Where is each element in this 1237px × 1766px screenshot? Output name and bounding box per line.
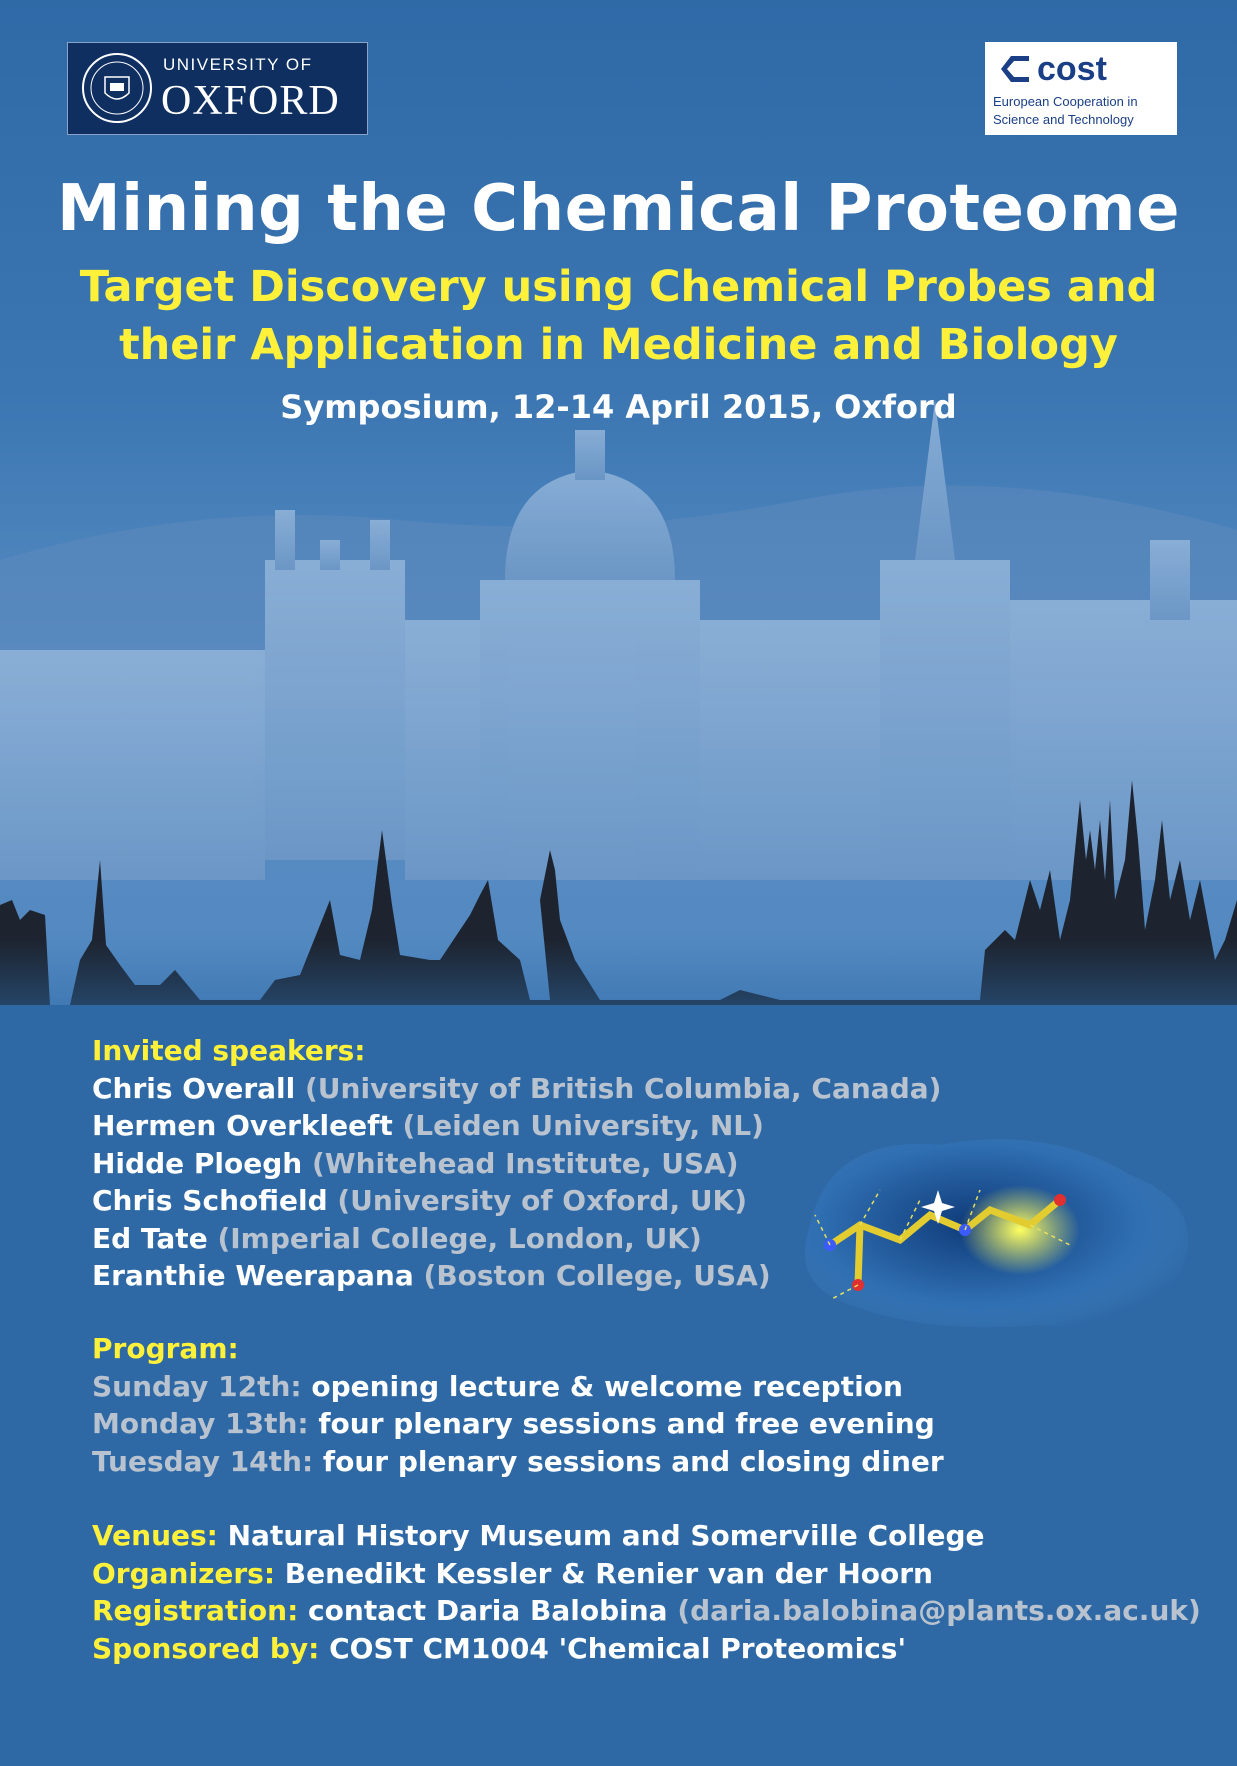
program-day: Sunday 12th: <box>92 1369 302 1403</box>
registration-email: (daria.balobina@plants.ox.ac.uk) <box>677 1594 1201 1627</box>
speaker-name: Chris Schofield <box>92 1184 328 1217</box>
cost-logo-line2: Science and Technology <box>993 112 1134 127</box>
program-text: four plenary sessions and closing diner <box>322 1444 944 1478</box>
speaker-affiliation: (University of British Columbia, Canada) <box>305 1071 942 1105</box>
registration-row <box>92 1592 1201 1630</box>
speaker-name: Hidde Ploegh <box>92 1146 303 1180</box>
speaker-affiliation: (Leiden University, NL) <box>402 1109 764 1142</box>
program-text: opening lecture & welcome reception <box>311 1369 903 1403</box>
subtitle <box>0 258 1237 374</box>
cost-logo-line1: European Cooperation in <box>993 94 1138 109</box>
organizers-label: Organizers: <box>92 1556 276 1590</box>
cost-logo <box>985 42 1177 135</box>
subtitle-line-2: their Application in Medicine and Biology <box>119 320 1118 370</box>
venues-label: Venues: <box>92 1519 218 1552</box>
speaker-name: Hermen Overkleeft <box>92 1109 393 1142</box>
organizers-value: Benedikt Kessler & Renier van der Hoorn <box>284 1556 933 1590</box>
cost-wordmark-icon <box>993 50 1171 88</box>
venues-row <box>92 1517 1201 1555</box>
venues-value: Natural History Museum and Somerville College <box>227 1519 985 1552</box>
registration-label: Registration: <box>92 1594 299 1627</box>
program-text: four plenary sessions and free evening <box>318 1407 935 1440</box>
speaker-name: Chris Overall <box>92 1071 296 1105</box>
sponsored-value: COST CM1004 'Chemical Proteomics' <box>329 1631 907 1665</box>
speaker-affiliation: (Boston College, USA) <box>423 1259 771 1292</box>
program-row <box>92 1368 944 1406</box>
subtitle-line-1: Target Discovery using Chemical Probes and <box>79 262 1158 312</box>
molecule-illustration <box>790 1105 1210 1345</box>
speaker-affiliation: (Imperial College, London, UK) <box>217 1221 702 1255</box>
program-row <box>92 1443 944 1481</box>
oxford-crest-icon <box>80 51 154 125</box>
organizers-row <box>92 1555 1201 1593</box>
speaker-affiliation: (Whitehead Institute, USA) <box>311 1146 739 1180</box>
oxford-logo-line2: OXFORD <box>161 78 340 124</box>
page-title: Mining the Chemical Proteome <box>56 172 1181 246</box>
program-day: Monday 13th: <box>92 1407 309 1440</box>
program-heading: Program: <box>92 1332 239 1365</box>
speaker-affiliation: (University of Oxford, UK) <box>337 1184 748 1217</box>
sponsored-row <box>92 1630 1201 1668</box>
speaker-name: Ed Tate <box>92 1221 208 1255</box>
speaker-name: Eranthie Weerapana <box>92 1259 414 1292</box>
university-of-oxford-logo <box>67 42 368 135</box>
speaker-row <box>92 1070 941 1108</box>
registration-value: contact Daria Balobina <box>308 1594 668 1627</box>
symposium-date-location: Symposium, 12-14 April 2015, Oxford <box>280 388 957 426</box>
speakers-heading: Invited speakers: <box>92 1034 366 1067</box>
program-day: Tuesday 14th: <box>92 1444 314 1478</box>
sponsored-label: Sponsored by: <box>92 1631 320 1665</box>
svg-text:cost: cost <box>1037 50 1107 88</box>
info-section <box>92 1517 1201 1667</box>
program-row <box>92 1405 944 1443</box>
oxford-logo-line1: UNIVERSITY OF <box>163 55 313 74</box>
program-section <box>92 1330 944 1480</box>
